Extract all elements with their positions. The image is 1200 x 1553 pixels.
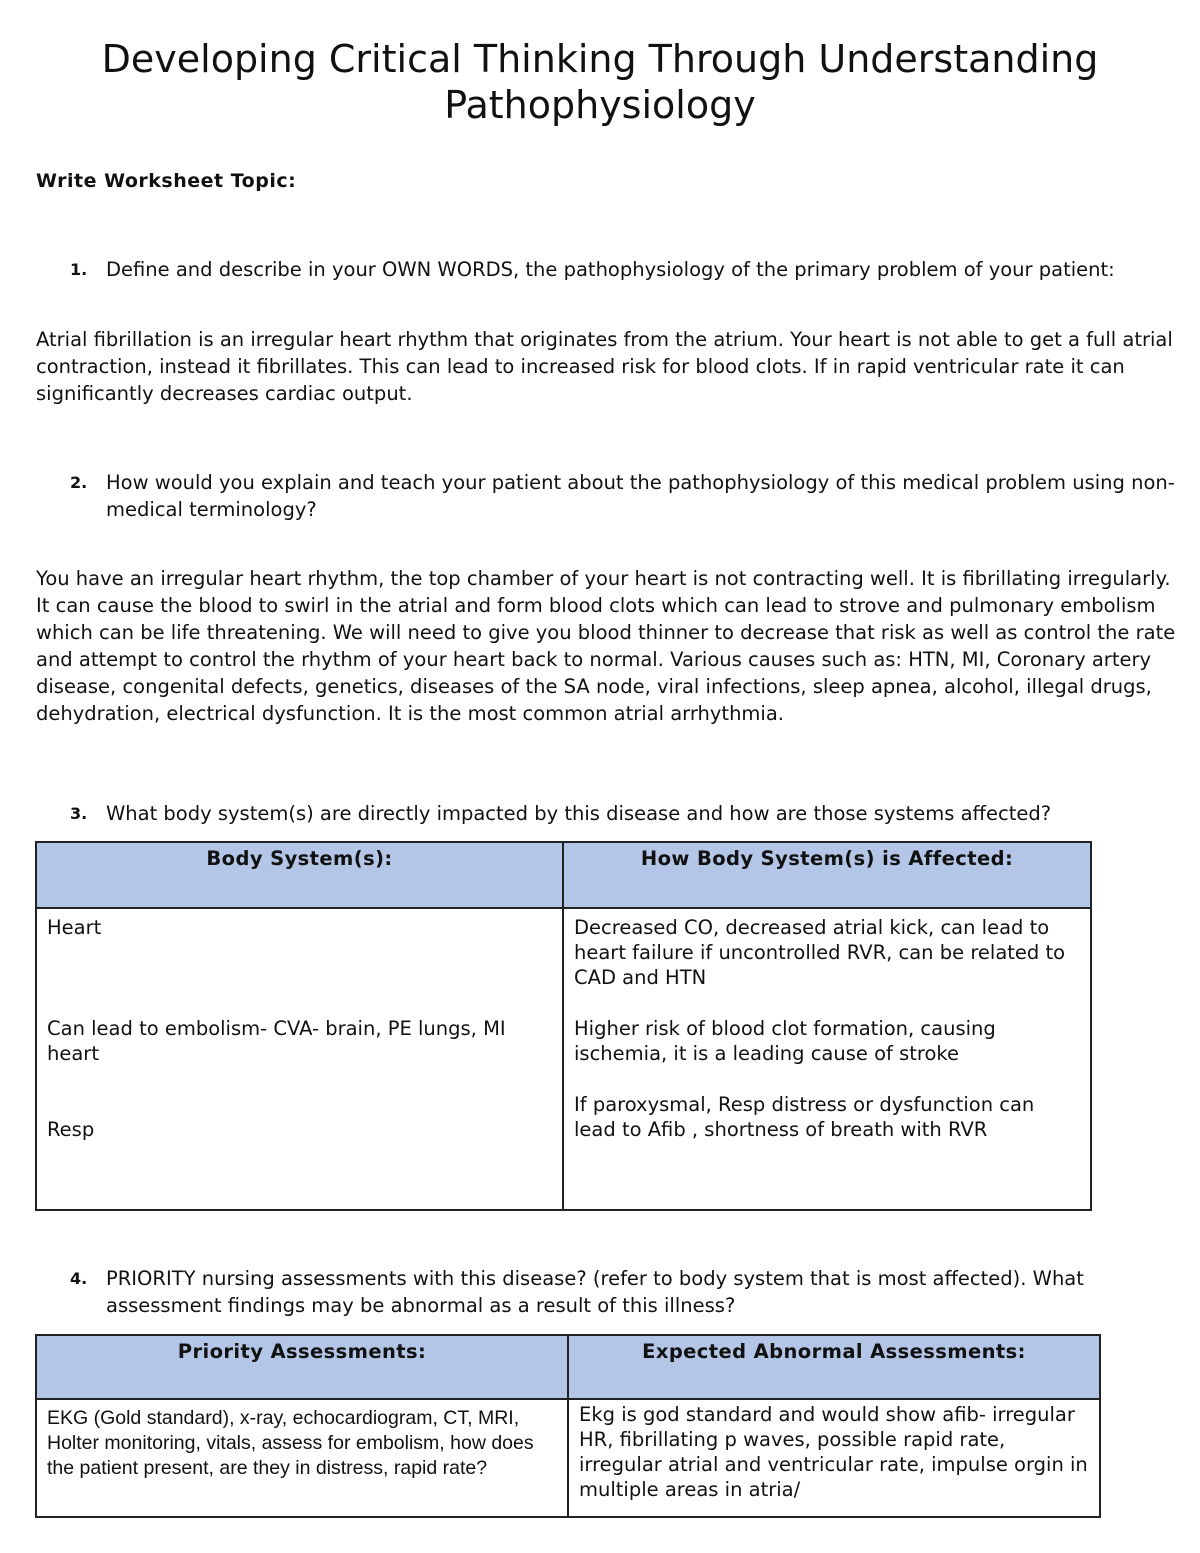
worksheet-topic-label: Write Worksheet Topic: <box>36 170 297 192</box>
body-system-heart: Heart <box>47 916 102 939</box>
q3-text: What body system(s) are directly impacted by this disease and how are those systems affected? <box>106 802 1052 825</box>
how-affected-header: How Body System(s) is Affected: <box>563 842 1091 908</box>
q1-answer: Atrial fibrillation is an irregular heart rhythm that originates from the atrium. Your heart is not able to get a full atrial contraction, instead it fibrillates. This can lead to increased risk for blood clots. If in rapid ventricular rate it can significantly decreases cardiac output. <box>36 328 1173 405</box>
expected-abnormal-header: Expected Abnormal Assessments: <box>568 1335 1100 1399</box>
q1-number: 1. <box>70 260 88 279</box>
how-affected-p2: Higher risk of blood clot formation, causing ischemia, it is a leading cause of stroke <box>574 1017 996 1065</box>
body-system-resp: Resp <box>47 1118 95 1141</box>
how-affected-p1: Decreased CO, decreased atrial kick, can lead to heart failure if uncontrolled RVR, can be related to CAD and HTN <box>574 916 1066 989</box>
q4-number: 4. <box>70 1269 88 1288</box>
q2-answer: You have an irregular heart rhythm, the top chamber of your heart is not contracting well. It is fibrillating irregularly. It can cause the blood to swirl in the atrial and form blood clots which can lead to strove and pulmonary embolism which can be life threatening. We will need to give you blood thinner to decrease that risk as well as control the rate and attempt to control the rhythm of your heart back to normal. Various causes such as: HTN, MI, Coronary artery disease, congenital defects, genetics, diseases of the SA node, viral infections, sleep apnea, alcohol, illegal drugs, dehydration, electrical dysfunction. It is the most common atrial arrhythmia. <box>36 567 1176 725</box>
title-line-2: Pathophysiology <box>444 83 756 127</box>
priority-assessments-table <box>35 1334 1101 1518</box>
body-system-cell <box>36 908 563 1210</box>
q3-number: 3. <box>70 804 88 823</box>
q1-text: Define and describe in your OWN WORDS, the pathophysiology of the primary problem of your patient: <box>106 258 1115 281</box>
expected-abnormal-cell: Ekg is god standard and would show afib- irregular HR, fibrillating p waves, possible rapid rate, irregular atrial and ventricular rate, impulse orgin in multiple areas in atria/ <box>568 1399 1100 1517</box>
q2-number: 2. <box>70 473 88 492</box>
page-title <box>0 36 1200 128</box>
body-systems-table <box>35 841 1092 1211</box>
title-line-1: Developing Critical Thinking Through Understanding <box>101 37 1099 81</box>
priority-assessments-cell: EKG (Gold standard), x-ray, echocardiogram, CT, MRI, Holter monitoring, vitals, assess for embolism, how does the patient present, are they in distress, rapid rate? <box>36 1399 568 1517</box>
body-system-embolism: Can lead to embolism- CVA- brain, PE lungs, MI heart <box>47 1017 506 1065</box>
q4-text: PRIORITY nursing assessments with this disease? (refer to body system that is most affected). What assessment findings may be abnormal as a result of this illness? <box>106 1267 1084 1317</box>
body-system-header: Body System(s): <box>36 842 563 908</box>
priority-assessments-header: Priority Assessments: <box>36 1335 568 1399</box>
how-affected-cell <box>563 908 1091 1210</box>
how-affected-p3: If paroxysmal, Resp distress or dysfunction can lead to Afib , shortness of breath with RVR <box>574 1093 1035 1141</box>
q2-text: How would you explain and teach your patient about the pathophysiology of this medical problem using non-medical terminology? <box>106 471 1175 521</box>
